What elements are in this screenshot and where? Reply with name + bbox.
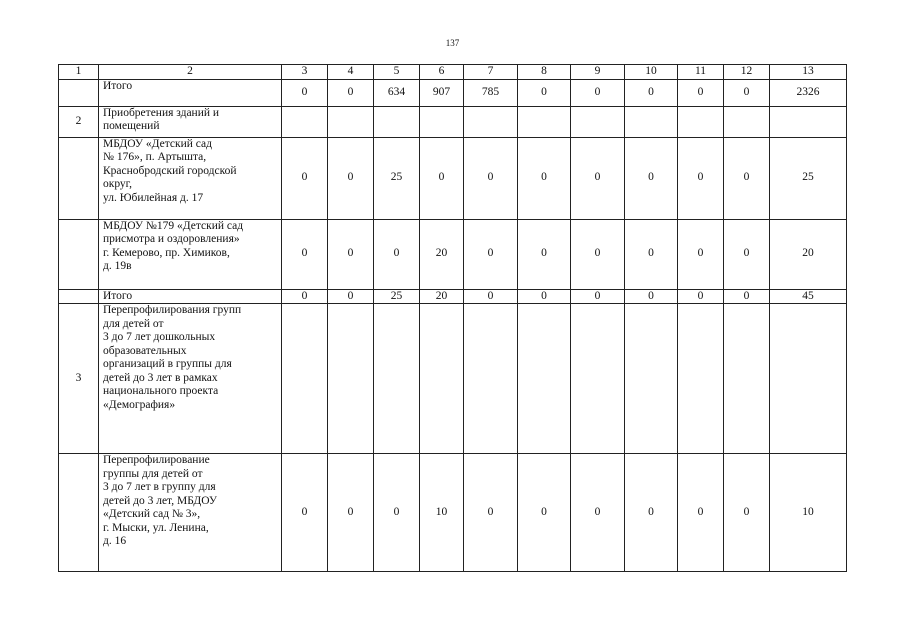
description-line: г. Мыски, ул. Ленина, bbox=[103, 521, 209, 534]
description-line: помещений bbox=[103, 120, 160, 132]
description-line: Перепрофилирования групп bbox=[103, 304, 242, 316]
value-cell bbox=[678, 304, 724, 454]
value-cell bbox=[518, 106, 571, 137]
value-cell: 0 bbox=[625, 289, 678, 304]
description-line: детей до 3 лет в рамках bbox=[103, 371, 218, 384]
value-cell: 0 bbox=[328, 219, 374, 289]
value-cell: 0 bbox=[724, 289, 770, 304]
table-row bbox=[59, 106, 847, 137]
description-line: Приобретения зданий и bbox=[103, 106, 220, 119]
value-cell: 0 bbox=[464, 289, 518, 304]
value-cell: 0 bbox=[724, 137, 770, 219]
description-line: группы для детей от bbox=[103, 467, 203, 480]
value-cell: 0 bbox=[571, 79, 625, 106]
header-cell: 1 bbox=[59, 65, 99, 80]
row-number-cell bbox=[59, 219, 99, 289]
description-line: МБДОУ №179 «Детский сад bbox=[103, 219, 244, 232]
value-cell bbox=[678, 106, 724, 137]
value-cell: 10 bbox=[770, 454, 847, 572]
value-cell: 0 bbox=[625, 137, 678, 219]
description-line: 3 до 7 лет дошкольных bbox=[103, 331, 216, 343]
value-cell bbox=[724, 304, 770, 454]
description-line: ул. Юбилейная д. 17 bbox=[103, 191, 204, 204]
description-cell bbox=[99, 106, 282, 137]
value-cell: 0 bbox=[282, 289, 328, 304]
description-line: «Демография» bbox=[103, 398, 176, 411]
description-line: Итого bbox=[103, 289, 133, 302]
row-number-cell bbox=[59, 79, 99, 106]
value-cell: 0 bbox=[518, 79, 571, 106]
value-cell: 45 bbox=[770, 289, 847, 304]
description-cell bbox=[99, 289, 282, 304]
value-cell: 0 bbox=[518, 454, 571, 572]
value-cell: 0 bbox=[518, 219, 571, 289]
header-cell: 2 bbox=[99, 65, 282, 80]
value-cell: 0 bbox=[571, 219, 625, 289]
description-cell bbox=[99, 137, 282, 219]
description-line: присмотра и оздоровления» bbox=[103, 233, 240, 245]
value-cell: 25 bbox=[374, 289, 420, 304]
value-cell: 0 bbox=[678, 137, 724, 219]
header-cell: 8 bbox=[518, 65, 571, 80]
value-cell: 0 bbox=[374, 454, 420, 572]
header-cell: 7 bbox=[464, 65, 518, 80]
value-cell: 10 bbox=[420, 454, 464, 572]
row-number-cell bbox=[59, 137, 99, 219]
description-line: «Детский сад № 3», bbox=[103, 508, 201, 520]
description-cell bbox=[99, 454, 282, 572]
description-line: Итого bbox=[103, 79, 133, 92]
value-cell: 0 bbox=[518, 137, 571, 219]
value-cell: 0 bbox=[678, 454, 724, 572]
description-line: организаций в группы для bbox=[103, 358, 232, 370]
header-cell: 9 bbox=[571, 65, 625, 80]
value-cell bbox=[770, 304, 847, 454]
value-cell: 0 bbox=[724, 219, 770, 289]
row-number-cell: 3 bbox=[59, 304, 99, 454]
value-cell: 0 bbox=[678, 289, 724, 304]
value-cell bbox=[464, 304, 518, 454]
description-line: 3 до 7 лет в группу для bbox=[103, 481, 216, 493]
description-line: № 176», п. Артышта, bbox=[103, 151, 207, 163]
description-line: г. Кемерово, пр. Химиков, bbox=[103, 246, 230, 259]
description-cell bbox=[99, 79, 282, 106]
value-cell bbox=[571, 304, 625, 454]
value-cell: 0 bbox=[625, 79, 678, 106]
page-number: 137 bbox=[445, 38, 460, 48]
value-cell: 0 bbox=[625, 454, 678, 572]
description-line: национального проекта bbox=[103, 385, 219, 397]
description-line: МБДОУ «Детский сад bbox=[103, 137, 212, 150]
table-row bbox=[59, 304, 847, 454]
data-table bbox=[58, 64, 847, 572]
value-cell: 0 bbox=[571, 289, 625, 304]
value-cell: 0 bbox=[328, 289, 374, 304]
description-cell bbox=[99, 219, 282, 289]
value-cell: 0 bbox=[282, 79, 328, 106]
value-cell bbox=[518, 304, 571, 454]
value-cell: 907 bbox=[420, 79, 464, 106]
description-line: д. 16 bbox=[103, 535, 127, 547]
description-line: образовательных bbox=[103, 344, 187, 357]
table-row bbox=[59, 454, 847, 572]
value-cell bbox=[464, 106, 518, 137]
header-cell: 13 bbox=[770, 65, 847, 80]
header-cell: 10 bbox=[625, 65, 678, 80]
header-cell: 12 bbox=[724, 65, 770, 80]
row-number-cell bbox=[59, 454, 99, 572]
value-cell: 0 bbox=[374, 219, 420, 289]
table-header-row bbox=[59, 65, 847, 80]
description-line: для детей от bbox=[103, 317, 164, 330]
value-cell bbox=[374, 106, 420, 137]
value-cell: 0 bbox=[328, 79, 374, 106]
description-line: детей до 3 лет, МБДОУ bbox=[103, 494, 218, 507]
value-cell: 0 bbox=[328, 454, 374, 572]
value-cell: 20 bbox=[420, 219, 464, 289]
value-cell: 0 bbox=[571, 454, 625, 572]
value-cell: 0 bbox=[282, 454, 328, 572]
description-line: округ, bbox=[103, 178, 132, 190]
value-cell: 0 bbox=[518, 289, 571, 304]
row-number-cell: 2 bbox=[59, 106, 99, 137]
value-cell bbox=[328, 304, 374, 454]
value-cell: 0 bbox=[724, 454, 770, 572]
value-cell: 785 bbox=[464, 79, 518, 106]
value-cell: 0 bbox=[420, 137, 464, 219]
description-line: Перепрофилирование bbox=[103, 454, 210, 466]
description-line: Краснобродский городской bbox=[103, 164, 237, 177]
header-cell: 3 bbox=[282, 65, 328, 80]
value-cell: 0 bbox=[625, 219, 678, 289]
value-cell: 2326 bbox=[770, 79, 847, 106]
value-cell bbox=[328, 106, 374, 137]
table-row bbox=[59, 289, 847, 304]
value-cell: 25 bbox=[374, 137, 420, 219]
table-row bbox=[59, 219, 847, 289]
value-cell: 0 bbox=[464, 137, 518, 219]
value-cell bbox=[571, 106, 625, 137]
value-cell: 0 bbox=[678, 79, 724, 106]
value-cell: 0 bbox=[464, 219, 518, 289]
value-cell bbox=[282, 304, 328, 454]
value-cell bbox=[282, 106, 328, 137]
row-number-cell bbox=[59, 289, 99, 304]
value-cell bbox=[724, 106, 770, 137]
header-cell: 11 bbox=[678, 65, 724, 80]
value-cell bbox=[374, 304, 420, 454]
value-cell: 0 bbox=[571, 137, 625, 219]
value-cell: 0 bbox=[724, 79, 770, 106]
value-cell: 25 bbox=[770, 137, 847, 219]
value-cell: 0 bbox=[282, 219, 328, 289]
value-cell bbox=[770, 106, 847, 137]
description-cell bbox=[99, 304, 282, 454]
value-cell bbox=[420, 304, 464, 454]
table-row bbox=[59, 79, 847, 106]
table-row bbox=[59, 137, 847, 219]
value-cell bbox=[625, 304, 678, 454]
header-cell: 5 bbox=[374, 65, 420, 80]
header-cell: 6 bbox=[420, 65, 464, 80]
value-cell bbox=[625, 106, 678, 137]
value-cell: 0 bbox=[282, 137, 328, 219]
value-cell: 634 bbox=[374, 79, 420, 106]
value-cell: 0 bbox=[328, 137, 374, 219]
value-cell bbox=[420, 106, 464, 137]
value-cell: 0 bbox=[464, 454, 518, 572]
value-cell: 0 bbox=[678, 219, 724, 289]
header-cell: 4 bbox=[328, 65, 374, 80]
value-cell: 20 bbox=[420, 289, 464, 304]
value-cell: 20 bbox=[770, 219, 847, 289]
description-line: д. 19в bbox=[103, 260, 132, 272]
